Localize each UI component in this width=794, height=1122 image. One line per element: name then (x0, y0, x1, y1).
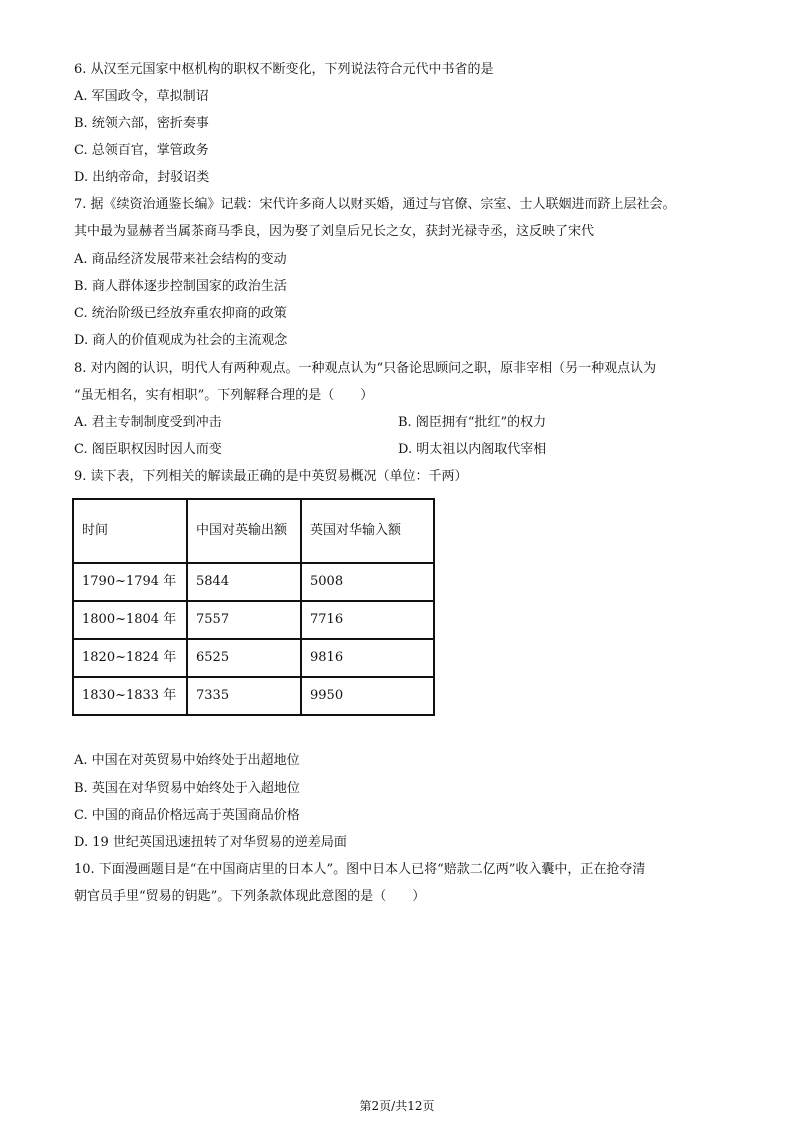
q7-stem-line1: 7. 据《续资治通鉴长编》记载：宋代许多商人以财买婚，通过与官僚、宗室、士人联姻进而跻上层社会。 (74, 197, 676, 212)
q8-stem-line2: “虽无相名，实有相职”。下列解释合理的是（ ） (74, 388, 374, 403)
cell-period: 1800~1804 年 (73, 601, 187, 639)
table-row (73, 601, 434, 639)
q9-option-a: A. 中国在对英贸易中始终处于出超地位 (74, 753, 300, 768)
cell-period: 1830~1833 年 (73, 677, 187, 715)
q10-stem-line1: 10. 下面漫画题目是“在中国商店里的日本人”。图中日本人已将“赔款二亿两”收入囊中，正在抢夺清 (74, 862, 646, 877)
q8-option-a: A. 君主专制制度受到冲击 (74, 415, 222, 430)
cell-export: 7557 (187, 601, 301, 639)
cell-export: 7335 (187, 677, 301, 715)
q6-option-d: D. 出纳帝命，封驳诏类 (74, 170, 210, 185)
q7-option-a: A. 商品经济发展带来社会结构的变动 (74, 252, 287, 267)
q9-option-b: B. 英国在对华贸易中始终处于入超地位 (74, 781, 300, 796)
header-britain-import: 英国对华输入额 (301, 499, 434, 563)
q6-option-b: B. 统领六部，密折奏事 (74, 116, 209, 131)
q6-option-c: C. 总领百官，掌管政务 (74, 143, 209, 158)
trade-table (72, 498, 435, 716)
q7-stem-line2: 其中最为显赫者当属茶商马季良，因为娶了刘皇后兄长之女，获封光禄寺丞，这反映了宋代 (74, 224, 595, 239)
q7-option-b: B. 商人群体逐步控制国家的政治生活 (74, 279, 287, 294)
q8-option-c: C. 阁臣职权因时因人而变 (74, 442, 222, 457)
q9-option-c: C. 中国的商品价格远高于英国商品价格 (74, 808, 300, 823)
cell-period: 1820~1824 年 (73, 639, 187, 677)
q8-option-d: D. 明太祖以内阁取代宰相 (398, 442, 547, 457)
q9-option-d: D. 19 世纪英国迅速扭转了对华贸易的逆差局面 (74, 835, 347, 850)
q10-stem-line2: 朝官员手里“贸易的钥匙”。下列条款体现此意图的是（ ） (74, 889, 426, 904)
cell-import: 9816 (301, 639, 434, 677)
cell-import: 7716 (301, 601, 434, 639)
q7-option-d: D. 商人的价值观成为社会的主流观念 (74, 333, 288, 348)
q7-option-c: C. 统治阶级已经放弃重农抑商的政策 (74, 306, 287, 321)
cell-period: 1790~1794 年 (73, 563, 187, 601)
q6-stem: 6. 从汉至元国家中枢机构的职权不断变化，下列说法符合元代中书省的是 (74, 62, 494, 77)
table-row (73, 677, 434, 715)
page-number: 第2页/共12页 (359, 1099, 435, 1113)
table-header-row (73, 499, 434, 563)
q8-stem-line1: 8. 对内阁的认识，明代人有两种观点。一种观点认为“只备论思顾问之职，原非宰相（另一种观点认为 (74, 361, 657, 376)
cell-import: 5008 (301, 563, 434, 601)
cell-export: 6525 (187, 639, 301, 677)
q6-option-a: A. 军国政令，草拟制诏 (74, 89, 209, 104)
table-row (73, 639, 434, 677)
header-time: 时间 (73, 499, 187, 563)
q9-stem: 9. 读下表，下列相关的解读最正确的是中英贸易概况（单位：千两） (74, 469, 468, 484)
cell-export: 5844 (187, 563, 301, 601)
header-china-export: 中国对英输出额 (187, 499, 301, 563)
table-row (73, 563, 434, 601)
q8-option-b: B. 阁臣拥有“批红”的权力 (398, 415, 547, 430)
cell-import: 9950 (301, 677, 434, 715)
